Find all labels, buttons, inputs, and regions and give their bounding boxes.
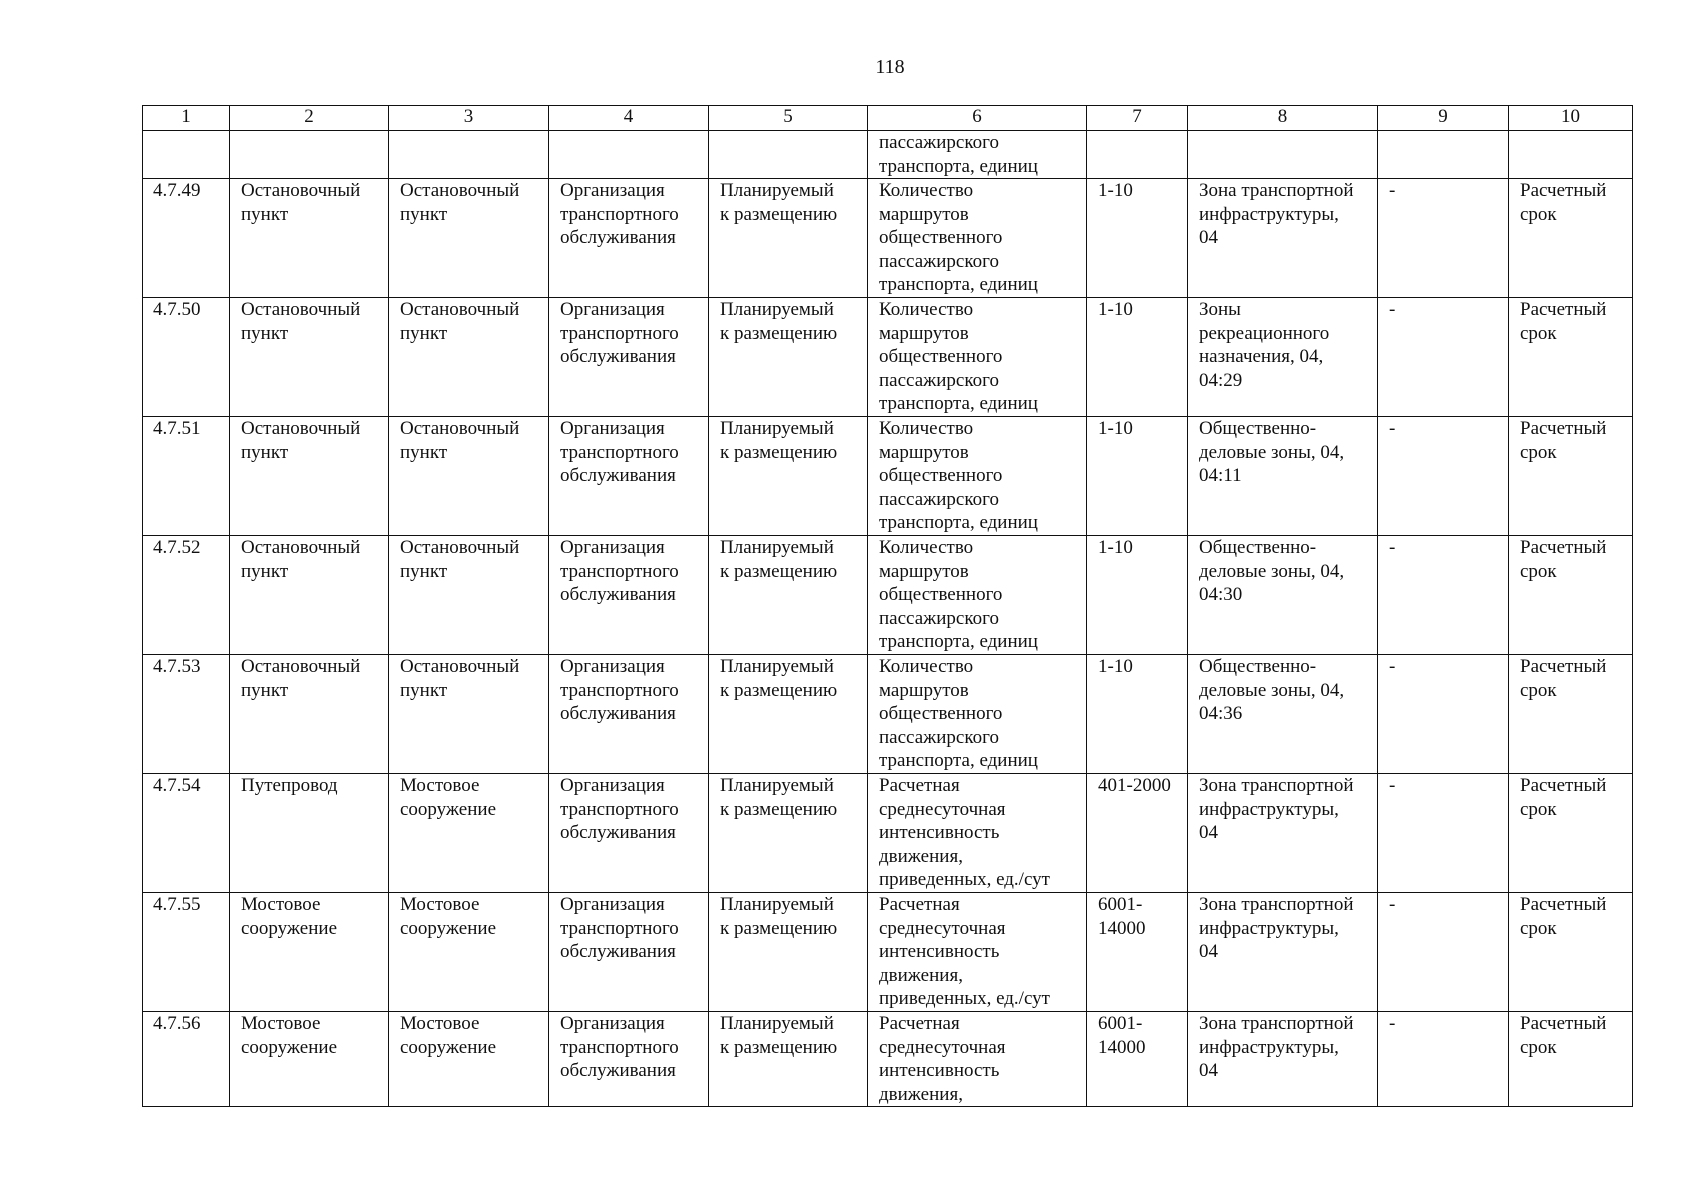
object-name-cell: Мостовое сооружение xyxy=(230,893,389,1012)
characteristic-cell: Расчетная среднесуточная интенсивность движения, приведенных, ед./сут xyxy=(868,893,1087,1012)
characteristic-cell: Количество маршрутов общественного пассажирского транспорта, единиц xyxy=(868,536,1087,655)
object-type-cell: Остановочный пункт xyxy=(389,536,549,655)
continuation-cell: пассажирского транспорта, единиц xyxy=(868,131,1087,179)
continuation-cell xyxy=(389,131,549,179)
column-header-3: 3 xyxy=(389,106,549,131)
purpose-cell: Организация транспортного обслуживания xyxy=(549,774,709,893)
characteristic-cell: Количество маршрутов общественного пассажирского транспорта, единиц xyxy=(868,298,1087,417)
zone-cell: Зона транспортной инфраструктуры, 04 xyxy=(1188,179,1378,298)
column-9-cell: - xyxy=(1378,179,1509,298)
table-row xyxy=(143,893,1633,1012)
continuation-cell xyxy=(143,131,230,179)
purpose-cell: Организация транспортного обслуживания xyxy=(549,298,709,417)
status-cell: Планируемый к размещению xyxy=(709,1012,868,1107)
table-row xyxy=(143,774,1633,893)
value-cell: 1-10 xyxy=(1087,298,1188,417)
object-type-cell: Мостовое сооружение xyxy=(389,1012,549,1107)
table-header-row xyxy=(143,106,1633,131)
purpose-cell: Организация транспортного обслуживания xyxy=(549,179,709,298)
continuation-cell xyxy=(549,131,709,179)
zone-cell: Зона транспортной инфраструктуры, 04 xyxy=(1188,774,1378,893)
value-cell: 401-2000 xyxy=(1087,774,1188,893)
column-header-8: 8 xyxy=(1188,106,1378,131)
object-type-cell: Мостовое сооружение xyxy=(389,893,549,1012)
status-cell: Планируемый к размещению xyxy=(709,417,868,536)
term-cell: Расчетный срок xyxy=(1509,298,1633,417)
continuation-row xyxy=(143,131,1633,179)
zone-cell: Зона транспортной инфраструктуры, 04 xyxy=(1188,1012,1378,1107)
term-cell: Расчетный срок xyxy=(1509,1012,1633,1107)
row-number-cell: 4.7.52 xyxy=(143,536,230,655)
column-header-10: 10 xyxy=(1509,106,1633,131)
term-cell: Расчетный срок xyxy=(1509,655,1633,774)
term-cell: Расчетный срок xyxy=(1509,536,1633,655)
zone-cell: Общественно- деловые зоны, 04, 04:30 xyxy=(1188,536,1378,655)
row-number-cell: 4.7.49 xyxy=(143,179,230,298)
term-cell: Расчетный срок xyxy=(1509,893,1633,1012)
column-header-4: 4 xyxy=(549,106,709,131)
status-cell: Планируемый к размещению xyxy=(709,774,868,893)
object-type-cell: Остановочный пункт xyxy=(389,417,549,536)
column-9-cell: - xyxy=(1378,536,1509,655)
value-cell: 1-10 xyxy=(1087,179,1188,298)
object-name-cell: Остановочный пункт xyxy=(230,417,389,536)
continuation-cell xyxy=(1087,131,1188,179)
zone-cell: Зона транспортной инфраструктуры, 04 xyxy=(1188,893,1378,1012)
value-cell: 6001- 14000 xyxy=(1087,893,1188,1012)
value-cell: 1-10 xyxy=(1087,417,1188,536)
object-type-cell: Мостовое сооружение xyxy=(389,774,549,893)
purpose-cell: Организация транспортного обслуживания xyxy=(549,1012,709,1107)
object-name-cell: Мостовое сооружение xyxy=(230,1012,389,1107)
object-name-cell: Остановочный пункт xyxy=(230,536,389,655)
column-9-cell: - xyxy=(1378,893,1509,1012)
table-row xyxy=(143,536,1633,655)
value-cell: 1-10 xyxy=(1087,655,1188,774)
object-name-cell: Остановочный пункт xyxy=(230,655,389,774)
column-header-9: 9 xyxy=(1378,106,1509,131)
purpose-cell: Организация транспортного обслуживания xyxy=(549,417,709,536)
purpose-cell: Организация транспортного обслуживания xyxy=(549,893,709,1012)
table-row xyxy=(143,179,1633,298)
column-9-cell: - xyxy=(1378,655,1509,774)
status-cell: Планируемый к размещению xyxy=(709,655,868,774)
zone-cell: Зоны рекреационного назначения, 04, 04:29 xyxy=(1188,298,1378,417)
column-9-cell: - xyxy=(1378,298,1509,417)
zone-cell: Общественно- деловые зоны, 04, 04:11 xyxy=(1188,417,1378,536)
row-number-cell: 4.7.54 xyxy=(143,774,230,893)
purpose-cell: Организация транспортного обслуживания xyxy=(549,536,709,655)
continuation-cell xyxy=(1509,131,1633,179)
continuation-cell xyxy=(709,131,868,179)
status-cell: Планируемый к размещению xyxy=(709,893,868,1012)
row-number-cell: 4.7.50 xyxy=(143,298,230,417)
status-cell: Планируемый к размещению xyxy=(709,536,868,655)
term-cell: Расчетный срок xyxy=(1509,179,1633,298)
column-header-7: 7 xyxy=(1087,106,1188,131)
table-row xyxy=(143,417,1633,536)
table-row xyxy=(143,655,1633,774)
row-number-cell: 4.7.55 xyxy=(143,893,230,1012)
column-header-2: 2 xyxy=(230,106,389,131)
value-cell: 1-10 xyxy=(1087,536,1188,655)
characteristic-cell: Количество маршрутов общественного пассажирского транспорта, единиц xyxy=(868,417,1087,536)
table-row xyxy=(143,1012,1633,1107)
characteristic-cell: Расчетная среднесуточная интенсивность движения, xyxy=(868,1012,1087,1107)
purpose-cell: Организация транспортного обслуживания xyxy=(549,655,709,774)
continuation-cell xyxy=(1378,131,1509,179)
row-number-cell: 4.7.53 xyxy=(143,655,230,774)
column-9-cell: - xyxy=(1378,774,1509,893)
characteristic-cell: Количество маршрутов общественного пассажирского транспорта, единиц xyxy=(868,179,1087,298)
zone-cell: Общественно- деловые зоны, 04, 04:36 xyxy=(1188,655,1378,774)
column-header-1: 1 xyxy=(143,106,230,131)
continuation-cell xyxy=(230,131,389,179)
column-9-cell: - xyxy=(1378,417,1509,536)
object-name-cell: Остановочный пункт xyxy=(230,179,389,298)
column-9-cell: - xyxy=(1378,1012,1509,1107)
characteristic-cell: Количество маршрутов общественного пассажирского транспорта, единиц xyxy=(868,655,1087,774)
value-cell: 6001- 14000 xyxy=(1087,1012,1188,1107)
continuation-cell xyxy=(1188,131,1378,179)
table-row xyxy=(143,298,1633,417)
data-table xyxy=(142,105,1633,1107)
column-header-5: 5 xyxy=(709,106,868,131)
term-cell: Расчетный срок xyxy=(1509,774,1633,893)
page-number: 118 xyxy=(875,56,905,78)
object-type-cell: Остановочный пункт xyxy=(389,655,549,774)
object-type-cell: Остановочный пункт xyxy=(389,298,549,417)
status-cell: Планируемый к размещению xyxy=(709,298,868,417)
characteristic-cell: Расчетная среднесуточная интенсивность движения, приведенных, ед./сут xyxy=(868,774,1087,893)
row-number-cell: 4.7.51 xyxy=(143,417,230,536)
column-header-6: 6 xyxy=(868,106,1087,131)
row-number-cell: 4.7.56 xyxy=(143,1012,230,1107)
term-cell: Расчетный срок xyxy=(1509,417,1633,536)
status-cell: Планируемый к размещению xyxy=(709,179,868,298)
object-type-cell: Остановочный пункт xyxy=(389,179,549,298)
object-name-cell: Остановочный пункт xyxy=(230,298,389,417)
object-name-cell: Путепровод xyxy=(230,774,389,893)
